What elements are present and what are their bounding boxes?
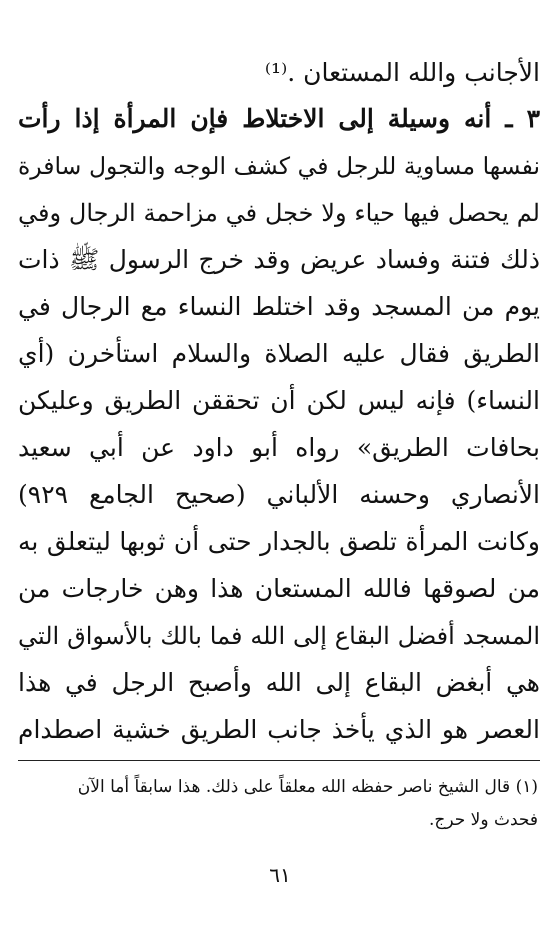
text-line-10: الأنصاري وحسنه الألباني (صحيح الجامع ٩٢٩) — [18, 480, 540, 509]
text-line-5: ذلك فتنة وفساد عريض وقد خرج الرسول ﷺ ذات — [18, 245, 540, 274]
page-number: ٦١ — [269, 863, 291, 887]
text-line-11: وكانت المرأة تلصق بالجدار حتى أن ثوبها ليتعلق به — [18, 527, 540, 556]
text-line-7: الطريق فقال عليه الصلاة والسلام استأخرن (أي — [18, 339, 540, 368]
text-line-12: من لصوقها فالله المستعان هذا وهن خارجات من — [18, 574, 540, 603]
text-line-2-heading: ٣ ـ أنه وسيلة إلى الاختلاط فإن المرأة إذا رأت — [18, 104, 540, 133]
text-line-9: بحافات الطريق» رواه أبو داود عن أبي سعيد — [18, 433, 540, 462]
footnote-line-1: (١) قال الشيخ ناصر حفظه الله معلقاً على ذلك. هذا سابقاً أما الآن — [77, 777, 538, 797]
text-line-13: المسجد أفضل البقاع إلى الله فما بالك بالأسواق التي — [18, 622, 540, 650]
footnote-line-2: فحدث ولا حرج. — [428, 810, 538, 830]
text-line-3: نفسها مساوية للرجل في كشف الوجه والتجول سافرة — [18, 152, 540, 180]
footnote-divider — [18, 760, 540, 761]
text-line-14: هي أبغض البقاع إلى الله وأصبح الرجل في هذا — [18, 668, 540, 697]
text-line-4: لم يحصل فيها حياء ولا خجل في مزاحمة الرجال وفي — [18, 199, 540, 227]
text-line-6: يوم من المسجد وقد اختلط النساء مع الرجال في — [18, 292, 540, 321]
text-line-15: العصر هو الذي يأخذ جانب الطريق خشية اصطدام — [18, 715, 540, 744]
text-line-8: النساء) فإنه ليس لكن أن تحققن الطريق وعليكن — [18, 386, 540, 415]
text-line-1: الأجانب والله المستعان .⁽¹⁾ — [264, 58, 540, 87]
